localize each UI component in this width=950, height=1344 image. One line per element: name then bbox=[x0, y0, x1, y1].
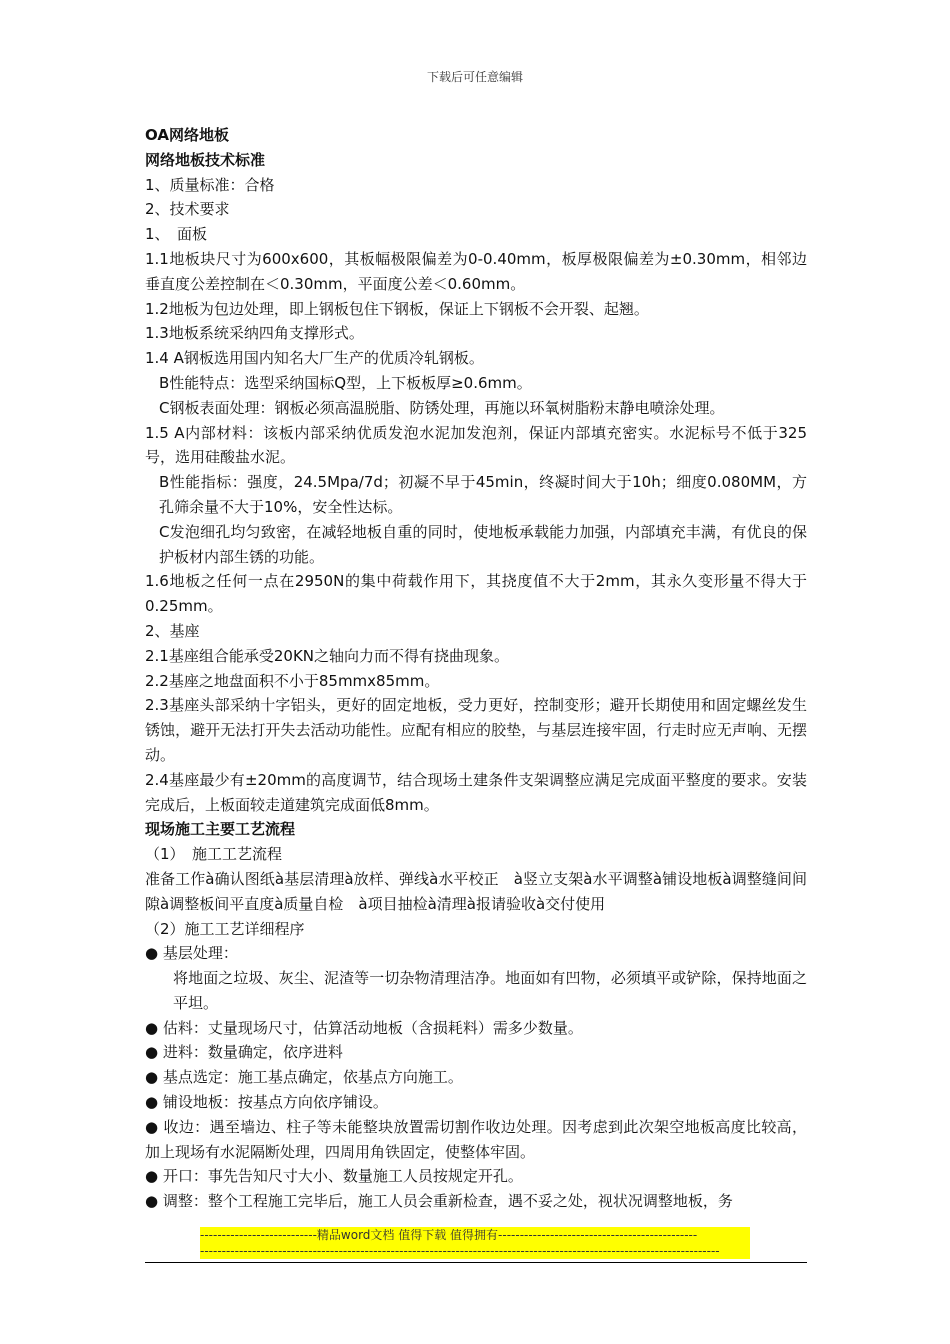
paragraph: 2、技术要求 bbox=[145, 200, 230, 219]
paragraph: 1.2地板为包边处理，即上钢板包住下钢板，保证上下钢板不会开裂、起翘。 bbox=[145, 299, 649, 318]
footer-rule bbox=[145, 1262, 807, 1263]
paragraph: ● 进料：数量确定，依序进料 bbox=[145, 1043, 343, 1062]
paragraph: 2.4基座最少有±20mm的高度调节，结合现场土建条件支架调整应满足完成面平整度的要求。安装完成后，上板面较走道建筑完成面低8mm。 bbox=[145, 770, 807, 814]
paragraph: 1、质量标准：合格 bbox=[145, 175, 275, 194]
paragraph: B性能特点：选型采纳国标Q型，上下板板厚≥0.6mm。 bbox=[159, 373, 532, 392]
paragraph: 1、 面板 bbox=[145, 225, 208, 244]
paragraph: （2）施工工艺详细程序 bbox=[145, 919, 305, 938]
paragraph: 2.1基座组合能承受20KN之轴向力而不得有挠曲现象。 bbox=[145, 646, 510, 665]
footer-banner bbox=[200, 1227, 750, 1259]
paragraph: 1.1地板块尺寸为600x600，其板幅极限偏差为0-0.40mm，板厚极限偏差为±0.30mm，相邻边垂直度公差控制在＜0.30mm，平面度公差＜0.60mm。 bbox=[145, 249, 807, 293]
paragraph: ● 基层处理： bbox=[145, 944, 238, 963]
paragraph: ● 基点选定：施工基点确定，依基点方向施工。 bbox=[145, 1068, 463, 1087]
paragraph: C发泡细孔均匀致密，在减轻地板自重的同时，使地板承载能力加强，内部填充丰满，有优良的保护板材内部生锈的功能。 bbox=[159, 522, 807, 566]
paragraph: 2.2基座之地盘面积不小于85mmx85mm。 bbox=[145, 671, 440, 690]
paragraph: ● 收边：遇至墙边、柱子等未能整块放置需切割作收边处理。因考虑到此次架空地板高度比较高，加上现场有水泥隔断处理，四周用角铁固定，使整体牢固。 bbox=[145, 1117, 807, 1161]
footer-line-1: ---------------------------精品word文档 值得下载 值得拥有---------------------------------------------- bbox=[200, 1228, 698, 1242]
paragraph: 2.3基座头部采纳十字铝头，更好的固定地板，受力更好，控制变形；避开长期使用和固定螺丝发生锈蚀，避开无法打开失去活动功能性。应配有相应的胶垫，与基层连接牢固，行走时应无声响、无摆动。 bbox=[145, 696, 807, 764]
paragraph: 2、基座 bbox=[145, 621, 200, 640]
paragraph: 将地面之垃圾、灰尘、泥渣等一切杂物清理洁净。地面如有凹物，必须填平或铲除，保持地面之平坦。 bbox=[173, 969, 807, 1012]
paragraph: B性能指标：强度，24.5Mpa/7d；初凝不早于45min，终凝时间大于10h；细度0.080MM，方孔筛余量不大于10%，安全性达标。 bbox=[159, 473, 807, 516]
paragraph: ● 铺设地板：按基点方向依序铺设。 bbox=[145, 1093, 388, 1112]
page-header: 下载后可任意编辑 bbox=[426, 70, 523, 84]
section-heading: 现场施工主要工艺流程 bbox=[145, 820, 296, 839]
paragraph: 1.6地板之任何一点在2950N的集中荷载作用下，其挠度值不大于2mm，其永久变形量不得大于0.25mm。 bbox=[145, 572, 807, 616]
paragraph: （1） 施工工艺流程 bbox=[145, 845, 283, 864]
paragraph: 1.4 A钢板选用国内知名大厂生产的优质冷轧钢板。 bbox=[145, 349, 484, 368]
footer-line-2: ------------------------------------------------------------------------------------------------------------------------ bbox=[200, 1244, 720, 1258]
document-body bbox=[145, 123, 807, 1214]
section-heading: 网络地板技术标准 bbox=[145, 150, 266, 169]
paragraph: 准备工作à确认图纸à基层清理à放样、弹线à水平校正 à竖立支架à水平调整à铺设地板à调整缝间间隙à调整板间平直度à质量自检 à项目抽检à清理à报请验收à交付使用 bbox=[145, 869, 807, 913]
section-heading: OA网络地板 bbox=[145, 126, 229, 144]
paragraph: ● 调整：整个工程施工完毕后，施工人员会重新检查，遇不妥之处，视状况调整地板，务 bbox=[145, 1192, 733, 1211]
paragraph: C钢板表面处理：钢板必须高温脱脂、防锈处理，再施以环氧树脂粉末静电喷涂处理。 bbox=[159, 398, 725, 417]
paragraph: 1.3地板系统采纳四角支撑形式。 bbox=[145, 324, 364, 343]
paragraph: ● 估料：丈量现场尺寸，估算活动地板（含损耗料）需多少数量。 bbox=[145, 1018, 583, 1037]
paragraph: 1.5 A内部材料：该板内部采纳优质发泡水泥加发泡剂，保证内部填充密实。水泥标号不低于325号，选用硅酸盐水泥。 bbox=[145, 423, 807, 467]
paragraph: ● 开口：事先告知尺寸大小、数量施工人员按规定开孔。 bbox=[145, 1167, 523, 1186]
